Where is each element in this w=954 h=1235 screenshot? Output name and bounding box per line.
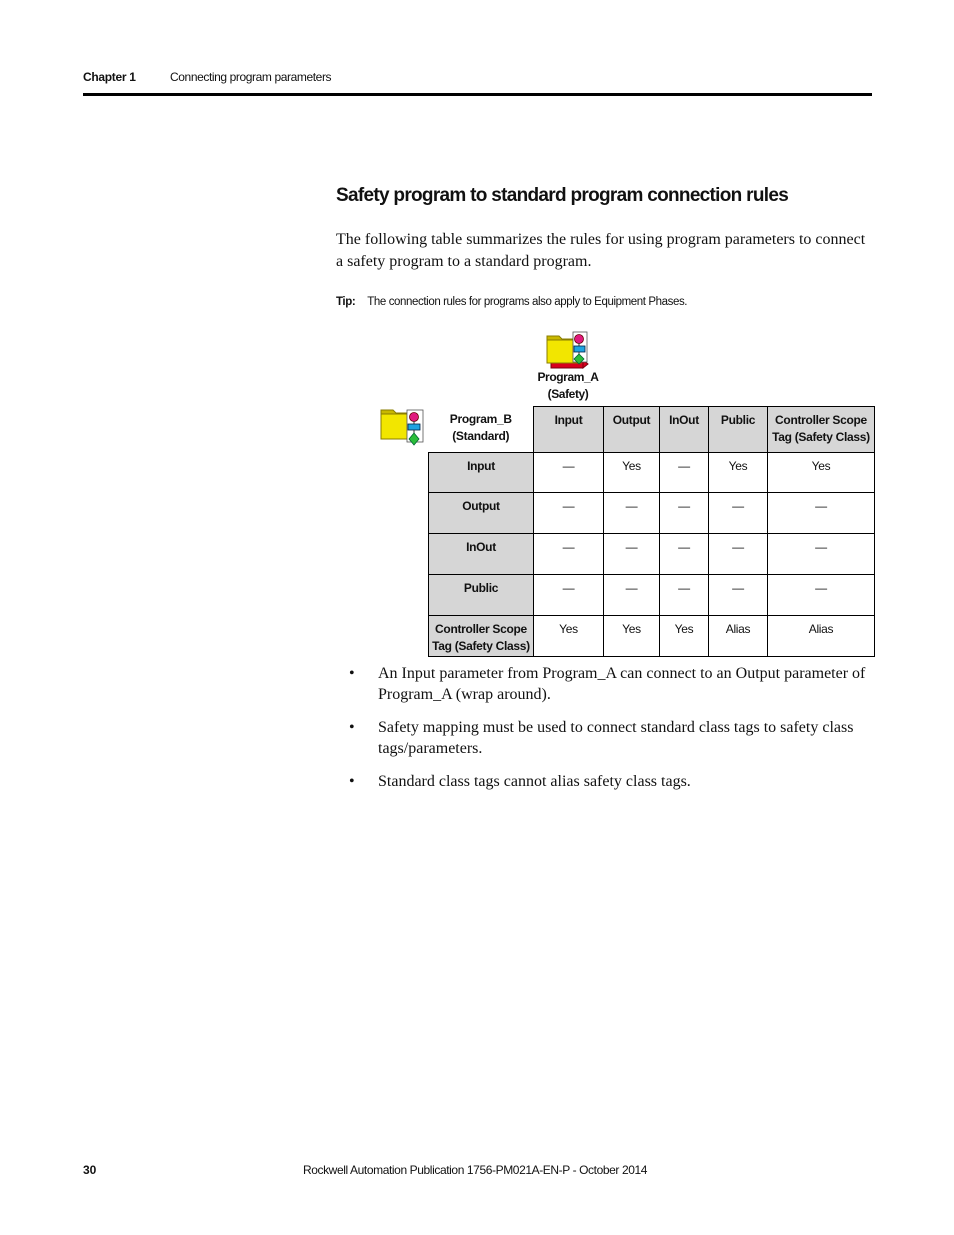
column-header: Input <box>534 407 604 453</box>
table-cell: Yes <box>534 616 604 657</box>
list-item-text: Standard class tags cannot alias safety class tags. <box>378 773 691 790</box>
program-a-name: Program_A <box>537 370 599 384</box>
program-b-class: (Standard) <box>452 428 510 443</box>
table-row <box>429 616 875 657</box>
column-header: Controller Scope Tag (Safety Class) <box>768 407 875 453</box>
table-cell: Yes <box>709 453 768 493</box>
rules-bullet-list <box>336 663 876 804</box>
table-row <box>429 534 875 575</box>
table-cell: — <box>660 575 709 616</box>
connection-rules-table <box>428 406 875 657</box>
header-rule <box>83 93 872 96</box>
column-header: Output <box>604 407 660 453</box>
table-cell: — <box>604 575 660 616</box>
header-title: Connecting program parameters <box>170 70 332 84</box>
table-cell: — <box>534 534 604 575</box>
table-cell: Yes <box>604 453 660 493</box>
table-cell: — <box>604 493 660 534</box>
table-cell: Yes <box>604 616 660 657</box>
bullet-icon: • <box>349 665 355 682</box>
page-number: 30 <box>83 1163 97 1177</box>
table-cell: — <box>768 575 875 616</box>
table-cell: — <box>534 493 604 534</box>
table-cell: — <box>660 453 709 493</box>
section-heading: Safety program to standard program connection rules <box>336 185 789 206</box>
list-item <box>336 663 876 705</box>
tip-note <box>336 296 687 308</box>
column-header: InOut <box>660 407 709 453</box>
program-b-label <box>429 407 534 453</box>
row-header: Input <box>429 453 534 493</box>
table-cell: — <box>768 534 875 575</box>
column-header: Public <box>709 407 768 453</box>
table-row <box>429 453 875 493</box>
bullet-icon: • <box>349 719 355 736</box>
table-cell: — <box>709 534 768 575</box>
row-header: Controller Scope Tag (Safety Class) <box>429 616 534 657</box>
table-row <box>429 493 875 534</box>
table-cell: — <box>709 493 768 534</box>
program-b-name: Program_B <box>449 411 512 426</box>
footer-publication: Rockwell Automation Publication 1756-PM021A-EN-P - October 2014 <box>302 1163 648 1177</box>
table-cell: Yes <box>660 616 709 657</box>
table-cell: — <box>660 534 709 575</box>
list-item <box>336 717 876 759</box>
program-a-label <box>528 369 608 403</box>
row-header: Public <box>429 575 534 616</box>
header-chapter: Chapter 1 <box>83 70 136 84</box>
table-cell: — <box>709 575 768 616</box>
standard-program-folder-icon <box>379 408 425 455</box>
table-header-row <box>429 407 875 453</box>
row-header: InOut <box>429 534 534 575</box>
bullet-icon: • <box>349 773 355 790</box>
row-header: Output <box>429 493 534 534</box>
list-item <box>336 771 876 792</box>
table-cell: Alias <box>768 616 875 657</box>
table-cell: — <box>534 575 604 616</box>
table-cell: — <box>768 493 875 534</box>
list-item-text: An Input parameter from Program_A can connect to an Output parameter of Program_A (wrap around). <box>378 665 866 703</box>
table-cell: — <box>604 534 660 575</box>
table-row <box>429 575 875 616</box>
table-cell: — <box>534 453 604 493</box>
table-cell: Yes <box>768 453 875 493</box>
list-item-text: Safety mapping must be used to connect standard class tags to safety class tags/parameters. <box>378 719 854 757</box>
program-a-class: (Safety) <box>547 387 589 401</box>
tip-label: Tip: <box>336 296 356 308</box>
tip-text: The connection rules for programs also apply to Equipment Phases. <box>367 296 688 308</box>
table-cell: Alias <box>709 616 768 657</box>
table-cell: — <box>660 493 709 534</box>
intro-paragraph: The following table summarizes the rules for using program parameters to connect a safety program to a standard program. <box>336 231 866 270</box>
